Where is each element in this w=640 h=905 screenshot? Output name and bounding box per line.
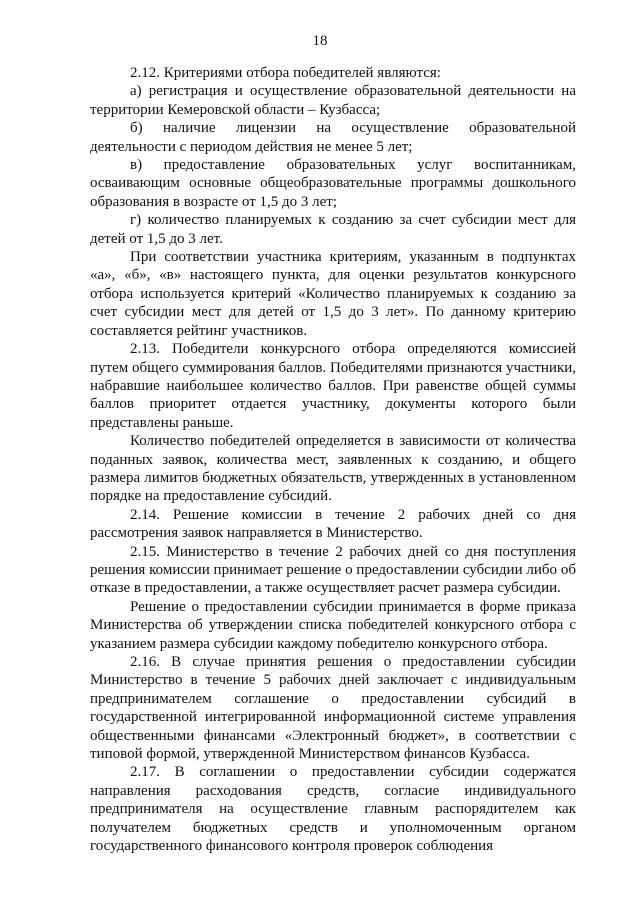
clause-2-14: 2.14. Решение комиссии в течение 2 рабочих дней со дня рассмотрения заявок направляется в Министерство. bbox=[90, 506, 576, 542]
clause-2-13: 2.13. Победители конкурсного отбора определяются комиссией путем общего суммирования баллов. Победителями признаются участники, набравшие наибольшее количество баллов. При равенстве общей суммы баллов приоритет отдается участнику, документы которого были представлены раньше. bbox=[90, 341, 576, 431]
clause-2-15: 2.15. Министерство в течение 2 рабочих дней со дня поступления решения комиссии принимает решение о предоставлении субсидии либо об отказе в предоставлении, а также осуществляет расчет размера субсидии. bbox=[90, 543, 576, 597]
page-number: 18 bbox=[312, 33, 328, 49]
clause-2-12-heading: 2.12. Критериями отбора победителей являются: bbox=[130, 65, 441, 81]
rating-criterion-paragraph: При соответствии участника критериям, указанным в подпунктах «а», «б», «в» настоящего пункта, для оценки результатов конкурсного отбора используется критерий «Количество планируемых к созданию за счет субсидии мест для детей от 1,5 до 3 лет». По данному критерию составляется рейтинг участников. bbox=[90, 249, 576, 339]
clause-2-17: 2.17. В соглашении о предоставлении субсидии содержатся направления расходования средств, согласие индивидуального предпринимателя на осуществление главным распорядителем как получателем бюджетных средств и уполномоченным органом государственного финансового контроля проверок соблюдения bbox=[90, 764, 576, 855]
criterion-b: б) наличие лицензии на осуществление образовательной деятельности с периодом действия не менее 5 лет; bbox=[90, 120, 576, 155]
winners-count-paragraph: Количество победителей определяется в зависимости от количества поданных заявок, количества мест, заявленных к созданию, и общего размера лимитов бюджетных обязательств, утвержденных в установленном порядке на предоставление субсидий. bbox=[90, 433, 576, 505]
criterion-g: г) количество планируемых к созданию за счет субсидии мест для детей от 1,5 до 3 лет. bbox=[90, 212, 576, 247]
decision-form-paragraph: Решение о предоставлении субсидии принимается в форме приказа Министерства об утверждении списка победителей конкурсного отбора с указанием размера субсидии каждому победителю конкурсного отбора. bbox=[90, 598, 576, 652]
clause-2-16: 2.16. В случае принятия решения о предоставлении субсидии Министерство в течение 5 рабочих дней заключает с индивидуальным предпринимателем соглашение о предоставлении субсидий в государственной интегрированной информационной системе управления общественными финансами «Электронный бюджет», в соответствии с типовой формой, утвержденной Министерством финансов Кузбасса. bbox=[90, 654, 576, 763]
document-body bbox=[90, 64, 576, 855]
criterion-v: в) предоставление образовательных услуг воспитанникам, осваивающим основные общеобразовательные программы дошкольного образования в возрасте от 1,5 до 3 лет; bbox=[90, 157, 576, 210]
criterion-a: а) регистрация и осуществление образовательной деятельности на территории Кемеровской области – Кузбасса; bbox=[90, 83, 576, 118]
